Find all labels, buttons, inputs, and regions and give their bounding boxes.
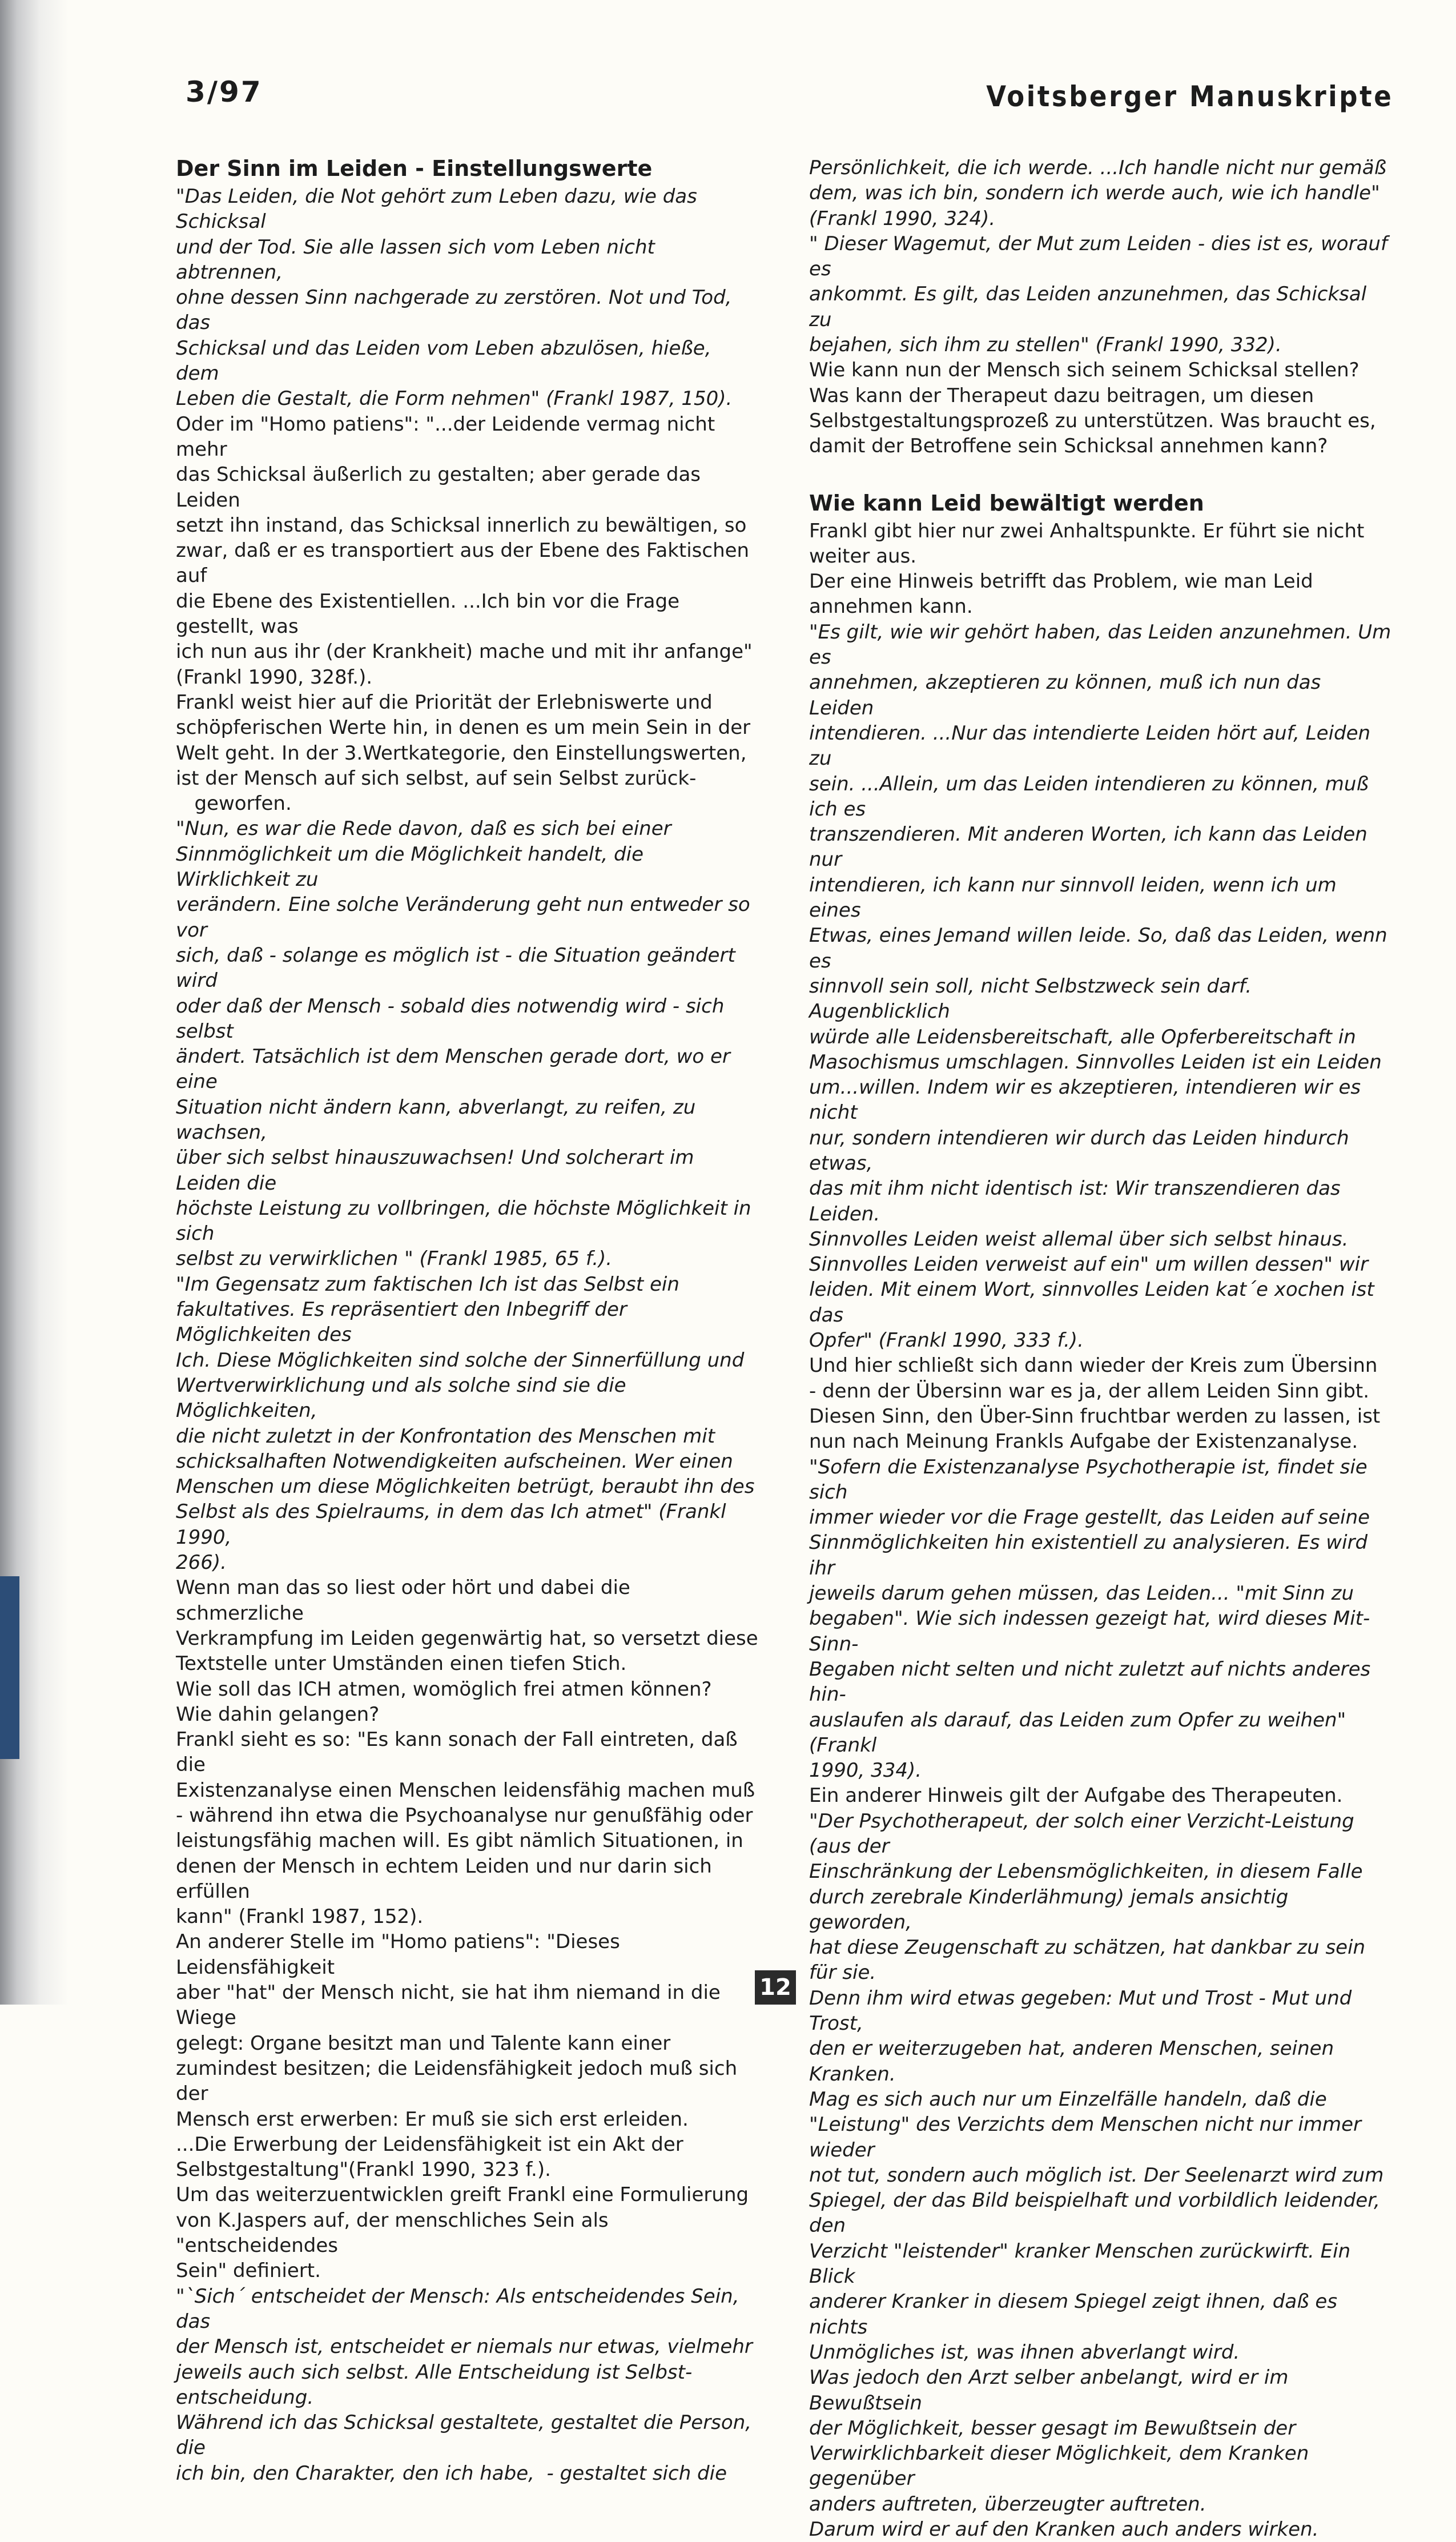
paragraph: Ein anderer Hinweis gilt der Aufgabe des Therapeuten. (809, 1784, 1343, 1808)
publication-title: Voitsberger Manuskripte (986, 80, 1393, 113)
paragraph: "Im Gegensatz zum faktischen Ich ist das Selbst ein fakultatives. Es repräsentiert den Inbegriff der Möglichkeiten des Ich. Diese Möglichkeiten sind solche der Sinnerfüllung und Wertverwirklichung und als solche sind sie die Möglichkeiten, die nicht zuletzt in der Konfrontation des Menschen mit schicksalhaften Notwendigkeiten aufscheinen. Wer einen Menschen um diese Möglichkeiten betrügt, beraubt ihn des Selbst als des Spielraums, in dem das Ich atmet" (Frankl 1990, 266). (176, 1272, 755, 1575)
paragraph: Und hier schließt sich dann wieder der Kreis zum Übersinn - denn der Übersinn war es ja, der allem Leiden Sinn gibt. Diesen Sinn, den Über-Sinn fruchtbar werden zu lassen, ist nun nach Meinung Frankls Aufgabe der Existenzanalyse. (809, 1354, 1381, 1453)
paragraph: Frankl weist hier auf die Priorität der Erlebniswerte und schöpferischen Werte hin, in denen es um mein Sein in der Welt geht. In der 3.Wertkategorie, den Einstellungswerten, ist der Mensch auf sich selbst, auf sein Selbst zurück- geworfen. (176, 690, 751, 816)
section-heading-leid-bewaeltigen: Wie kann Leid bewältigt werden (809, 490, 1204, 516)
paragraph: Was jedoch den Arzt selber anbelangt, wird er im Bewußtsein der Möglichkeit, besser gesagt im Bewußtsein der Verwirklichbarkeit dieser Möglichkeit, dem Kranken gegenüber anders auftreten, überzeugter auftreten. Darum wird er auf den Kranken auch anders wirken. (809, 2366, 1319, 2541)
paragraph: Wie kann nun der Mensch sich seinem Schicksal stellen? Was kann der Therapeut dazu beitragen, um diesen Selbstgestaltungsprozeß zu unterstützen. Was braucht es, damit der Betroffene sein Schicksal annehmen kann? (809, 359, 1376, 458)
paragraph: "Nun, es war die Rede davon, daß es sich bei einer Sinnmöglichkeit um die Möglichkeit handelt, die Wirklichkeit zu verändern. Eine solche Veränderung geht nun entweder so vor sich, daß - solange es möglich ist - die Situation geändert wird oder daß der Mensch - sobald dies notwendig wird - sich selbst ändert. Tatsächlich ist dem Menschen gerade dort, wo er eine Situation nicht ändern kann, abverlangt, zu reifen, zu wachsen, über sich selbst hinauszuwachsen! Und solcherart im Leiden die höchste Leistung zu vollbringen, die höchste Möglichkeit in sich selbst zu verwirklichen " (Frankl 1985, 65 f.). (176, 817, 751, 1271)
paragraph: Oder im "Homo patiens": "...der Leidende vermag nicht mehr das Schicksal äußerlich zu gestalten; aber gerade das Leiden setzt ihn instand, das Schicksal innerlich zu bewältigen, so zwar, daß er es transportiert aus der Ebene des Faktischen auf die Ebene des Existentiellen. ...Ich bin vor die Frage gestellt, was ich nun aus ihr (der Krankheit) mache und mit ihr anfange" (Frankl 1990, 328f.). (176, 412, 753, 689)
paragraph: " Dieser Wagemut, der Mut zum Leiden - dies ist es, worauf es ankommt. Es gilt, das Leiden anzunehmen, das Schicksal zu bejahen, sich ihm zu stellen" (Frankl 1990, 332). (809, 232, 1387, 357)
paragraph: "`Sich´ entscheidet der Mensch: Als entscheidendes Sein, das der Mensch ist, entscheidet er niemals nur etwas, vielmehr jeweils auch sich selbst. Alle Entscheidung ist Selbst- entscheidung. Während ich das Schicksal gestaltete, gestaltet die Person, die ich bin, den Charakter, den ich habe, - gestaltet sich die (176, 2284, 753, 2485)
page-number: 12 (755, 1970, 796, 2005)
paragraph: Wenn man das so liest oder hört und dabei die schmerzliche Verkrampfung im Leiden gegenwärtig hat, so versetzt diese Textstelle unter Umständen einen tiefen Stich. Wie soll das ICH atmen, womöglich frei atmen können? Wie dahin gelangen? (176, 1576, 758, 1726)
paragraph: Persönlichkeit, die ich werde. ...Ich handle nicht nur gemäß dem, was ich bin, sondern ich werde auch, wie ich handle" (Frankl 1990, 324). (809, 156, 1386, 230)
paragraph: An anderer Stelle im "Homo patiens": "Dieses Leidensfähigkeit aber "hat" der Mensch nicht, sie hat ihm niemand in die Wiege gelegt: Organe besitzt man und Talente kann einer zumindest besitzen; die Leidensfähigkeit jedoch muß sich der Mensch erst erwerben: Er muß sie sich erst erleiden. ...Die Erwerbung der Leidensfähigkeit ist ein Akt der Selbstgestaltung"(Frankl 1990, 323 f.). (176, 1930, 738, 2182)
issue-number: 3/97 (186, 75, 263, 109)
paragraph: "Das Leiden, die Not gehört zum Leben dazu, wie das Schicksal und der Tod. Sie alle lassen sich vom Leben nicht abtrennen, ohne dessen Sinn nachgerade zu zerstören. Not und Tod, das Schicksal und das Leiden vom Leben abzulösen, hieße, dem Leben die Gestalt, die Form nehmen" (Frankl 1987, 150). (176, 185, 733, 411)
binding-color-band (0, 1576, 19, 1759)
paragraph: "Der Psychotherapeut, der solch einer Verzicht-Leistung (aus der Einschränkung der Lebensmöglichkeiten, in diesem Falle durch zerebrale Kinderlähmung) jemals ansichtig geworden, hat diese Zeugenschaft zu schätzen, hat dankbar zu sein für sie. Denn ihm wird etwas gegeben: Mut und Trost - Mut und Trost, den er weiterzugeben hat, anderen Menschen, seinen Kranken. Mag es sich auch nur um Einzelfälle handeln, daß die "Leistung" des Verzichts dem Menschen nicht nur immer wieder not tut, sondern auch möglich ist. Der Seelenarzt wird zum Spiegel, der das Bild beispielhaft und vorbildlich leidender, den Verzicht "leistender" kranker Menschen zurückwirft. Ein Blick anderer Kranker in diesem Spiegel zeigt ihnen, daß es nichts Unmögliches ist, was ihnen abverlangt wird. (809, 1809, 1384, 2364)
paragraph: "Sofern die Existenzanalyse Psychotherapie ist, findet sie sich immer wieder vor die Frage gestellt, das Leiden auf seine Sinnmöglichkeiten hin existentiell zu analysieren. Es wird ihr jeweils darum gehen müssen, das Leiden... "mit Sinn zu begaben". Wie sich indessen gezeigt hat, wird dieses Mit-Sinn- Begaben nicht selten und nicht zuletzt auf nichts anderes hin- auslaufen als darauf, das Leiden zum Opfer zu weihen" (Frankl 1990, 334). (809, 1455, 1371, 1782)
paragraph: Um das weiterzuentwicklen greift Frankl eine Formulierung von K.Jaspers auf, der menschliches Sein als "entscheidendes Sein" definiert. (176, 2183, 749, 2283)
paragraph: "Es gilt, wie wir gehört haben, das Leiden anzunehmen. Um es annehmen, akzeptieren zu können, muß ich nun das Leiden intendieren. ...Nur das intendierte Leiden hört auf, Leiden zu sein. ...Allein, um das Leiden intendieren zu können, muß ich es transzendieren. Mit anderen Worten, ich kann das Leiden nur intendieren, ich kann nur sinnvoll leiden, wenn ich um eines Etwas, eines Jemand willen leide. So, daß das Leiden, wenn es sinnvoll sein soll, nicht Selbstzweck sein darf. Augenblicklich würde alle Leidensbereitschaft, alle Opferbereitschaft in Masochismus umschlagen. Sinnvolles Leiden ist ein Leiden um...willen. Indem wir es akzeptieren, intendieren wir es nicht nur, sondern intendieren wir durch das Leiden hindurch etwas, das mit ihm nicht identisch ist: Wir transzendieren das Leiden. Sinnvolles Leiden weist allemal über sich selbst hinaus. Sinnvolles Leiden verweist auf ein" um willen dessen" wir leiden. Mit einem Wort, sinnvolles Leiden kat´e xochen ist das Opfer" (Frankl 1990, 333 f.). (809, 620, 1391, 1352)
section-heading-sinn-im-leiden: Der Sinn im Leiden - Einstellungswerte (176, 156, 653, 181)
right-column (809, 155, 1391, 2542)
paragraph: Frankl gibt hier nur zwei Anhaltspunkte. Er führt sie nicht weiter aus. Der eine Hinweis betrifft das Problem, wie man Leid annehmen kann. (809, 519, 1365, 619)
left-column (176, 154, 758, 2486)
paragraph: Frankl sieht es so: "Es kann sonach der Fall eintreten, daß die Existenzanalyse einen Menschen leidensfähig machen muß - während ihn etwa die Psychoanalyse nur genußfähig oder leistungsfähig machen will. Es gibt nämlich Situationen, in denen der Mensch in echtem Leiden und nur darin sich erfüllen kann" (Frankl 1987, 152). (176, 1728, 755, 1929)
